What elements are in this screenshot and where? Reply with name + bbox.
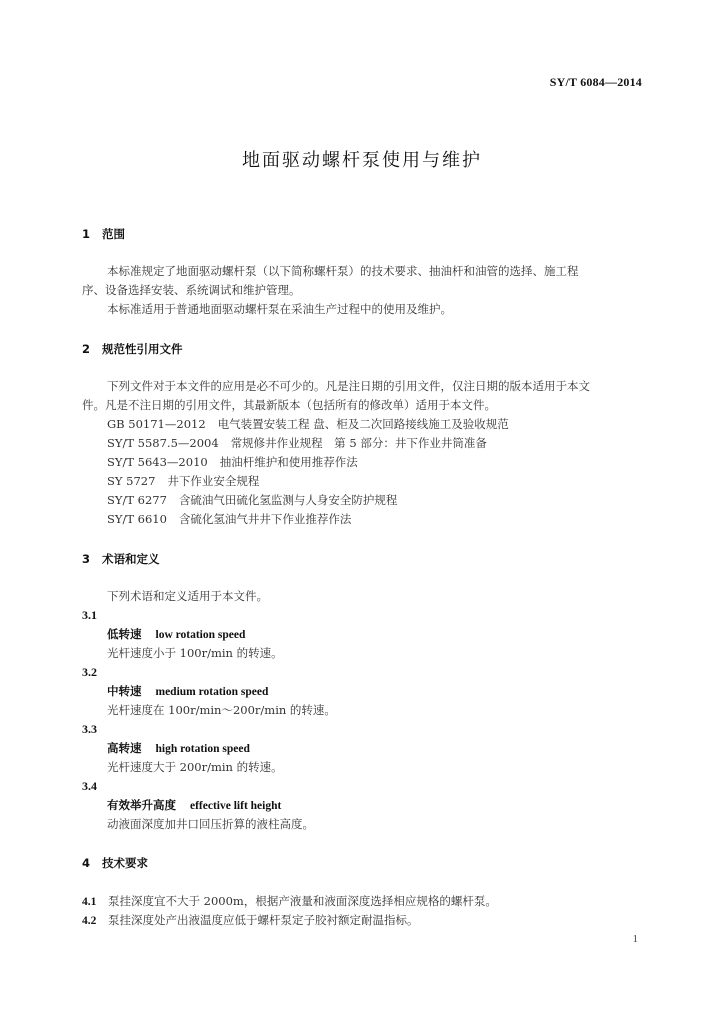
reference-item [107,511,351,527]
term-title [107,626,245,643]
paragraph-line: 序、设备选择安装、系统调试和维护管理。 [82,283,301,297]
reference-title: 电气装置安装工程 盘、柜及二次回路接线施工及验收规范 [217,417,509,431]
term-number: 3.2 [82,665,97,679]
term-title [107,740,250,757]
reference-code: SY/T 5643—2010 [107,455,208,469]
reference-title: 常规修井作业规程 第 5 部分：井下作业井筒准备 [230,436,487,450]
term-en: effective lift height [190,800,282,812]
paragraph-line: 下列术语和定义适用于本文件。 [107,589,268,603]
term-en: low rotation speed [155,629,246,641]
section-number: 2 [82,342,91,356]
section-number: 3 [82,552,91,566]
page-number: 1 [632,933,638,945]
reference-code: GB 50171—2012 [107,417,206,431]
reference-title: 抽油杆维护和使用推荐作法 [219,455,358,469]
term-zh: 低转速 [107,627,142,641]
requirement-item [82,912,419,929]
term-definition: 光杆速度小于 100r/min 的转速。 [107,646,283,660]
term-definition: 光杆速度在 100r/min～200r/min 的转速。 [107,703,336,717]
term-title [107,797,281,814]
section-heading-requirements [82,855,148,871]
section-heading-normative-refs [82,341,183,357]
section-number: 1 [82,227,91,241]
section-title: 范围 [102,227,125,241]
reference-title: 含硫化氢油气井井下作业推荐作法 [178,512,352,526]
term-zh: 高转速 [107,741,142,755]
section-title: 技术要求 [102,856,148,870]
term-definition: 光杆速度大于 200r/min 的转速。 [107,760,283,774]
standard-code: SY/T 6084—2014 [549,75,642,89]
term-zh: 中转速 [107,684,142,698]
requirement-number: 4.2 [82,915,97,927]
reference-title: 含硫油气田硫化氢监测与人身安全防护规程 [178,493,398,507]
term-number: 3.4 [82,779,97,793]
requirement-text: 泵挂深度处产出液温度应低于螺杆泵定子胶衬额定耐温指标。 [108,913,419,927]
reference-item [107,435,487,451]
paragraph-line: 本标准适用于普通地面驱动螺杆泵在采油生产过程中的使用及维护。 [107,302,452,316]
requirement-number: 4.1 [82,896,97,908]
section-heading-scope [82,226,125,242]
reference-item [107,492,397,508]
paragraph-line: 下列文件对于本文件的应用是必不可少的。凡是注日期的引用文件，仅注日期的版本适用于本文 [107,379,590,393]
section-heading-terms [82,551,160,567]
term-en: medium rotation speed [155,686,269,698]
document-title: 地面驱动螺杆泵使用与维护 [242,150,482,171]
reference-code: SY/T 6610 [107,512,167,526]
paragraph-line: 件。凡是不注日期的引用文件，其最新版本（包括所有的修改单）适用于本文件。 [82,398,496,412]
reference-item [107,454,358,470]
term-title [107,683,268,700]
requirement-item [82,893,497,910]
reference-code: SY 5727 [107,474,156,488]
reference-title: 井下作业安全规程 [167,474,260,488]
section-title: 术语和定义 [102,552,160,566]
requirement-text: 泵挂深度宜不大于 2000m，根据产液量和液面深度选择相应规格的螺杆泵。 [108,894,497,908]
term-number: 3.1 [82,608,97,622]
paragraph-line: 本标准规定了地面驱动螺杆泵（以下简称螺杆泵）的技术要求、抽油杆和油管的选择、施工程 [107,264,579,278]
reference-item [107,473,259,489]
section-title: 规范性引用文件 [102,342,183,356]
reference-item [107,416,509,432]
term-definition: 动液面深度加井口回压折算的液柱高度。 [107,817,314,831]
term-en: high rotation speed [155,743,250,755]
section-number: 4 [82,856,91,870]
term-number: 3.3 [82,722,97,736]
reference-code: SY/T 6277 [107,493,167,507]
term-zh: 有效举升高度 [107,798,176,812]
reference-code: SY/T 5587.5—2004 [107,436,219,450]
